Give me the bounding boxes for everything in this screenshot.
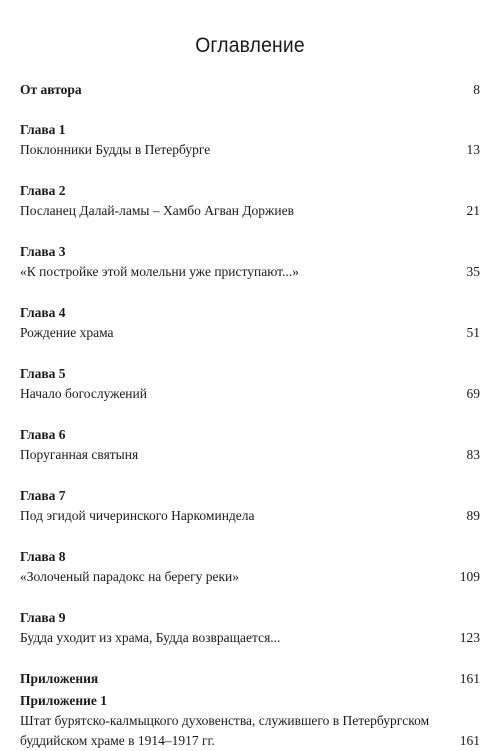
chapter-label: Глава 8	[20, 549, 66, 564]
chapter-label: Глава 9	[20, 610, 66, 625]
chapter-label: Глава 3	[20, 244, 66, 259]
toc-entry-chapter-7[interactable]	[20, 486, 480, 526]
chapter-label: Глава 2	[20, 183, 66, 198]
appendix-title-line-2: буддийском храме в 1914–1917 гг.	[20, 733, 215, 748]
toc-entry-chapter-6[interactable]	[20, 425, 480, 465]
chapter-title: Поруганная святыня	[20, 447, 139, 462]
chapter-title: Поклонники Будды в Петербурге	[20, 142, 211, 157]
toc-entry-chapter-8[interactable]	[20, 547, 480, 587]
chapter-title: Рождение храма	[20, 325, 114, 340]
chapter-page: 51	[466, 325, 480, 340]
page-title: Оглавление	[195, 34, 305, 57]
appendices-title: Приложения	[20, 671, 99, 686]
chapter-page: 109	[459, 569, 480, 584]
appendix-page: 161	[459, 733, 480, 748]
chapter-title: Посланец Далай-ламы – Хамбо Агван Доржиев	[20, 203, 294, 218]
chapter-title: Под эгидой чичеринского Наркоминдела	[20, 508, 255, 523]
chapter-label: Глава 6	[20, 427, 66, 442]
toc-entry-intro[interactable]	[20, 80, 480, 100]
toc-entry-chapter-4[interactable]	[20, 303, 480, 343]
chapter-page: 69	[466, 386, 480, 401]
chapter-page: 13	[466, 142, 480, 157]
toc-entry-chapter-2[interactable]	[20, 181, 480, 221]
toc-entry-page: 8	[473, 82, 480, 97]
toc-entry-title: От автора	[20, 82, 82, 97]
chapter-page: 35	[466, 264, 480, 279]
chapter-label: Глава 1	[20, 122, 66, 137]
chapter-title: «К постройке этой молельни уже приступают...»	[20, 264, 299, 279]
chapter-label: Глава 4	[20, 305, 66, 320]
chapter-title: «Золоченый парадокс на берегу реки»	[20, 569, 240, 584]
chapter-label: Глава 5	[20, 366, 66, 381]
toc-entry-chapter-9[interactable]	[20, 608, 480, 648]
toc-entry-chapter-1[interactable]	[20, 120, 480, 160]
chapter-title: Начало богослужений	[20, 386, 147, 401]
chapter-label: Глава 7	[20, 488, 66, 503]
appendix-label: Приложение 1	[20, 693, 108, 708]
table-of-contents	[20, 80, 480, 751]
chapter-page: 83	[466, 447, 480, 462]
chapter-page: 21	[466, 203, 480, 218]
toc-entry-chapter-5[interactable]	[20, 364, 480, 404]
appendix-title-line-1: Штат бурятско-калмыцкого духовенства, служившего в Петербургском	[20, 713, 430, 728]
appendices-page: 161	[459, 671, 480, 686]
chapter-title: Будда уходит из храма, Будда возвращается...	[20, 630, 281, 645]
chapter-page: 89	[466, 508, 480, 523]
chapter-page: 123	[459, 630, 480, 645]
toc-entry-appendices[interactable]	[20, 669, 480, 751]
toc-entry-chapter-3[interactable]	[20, 242, 480, 282]
